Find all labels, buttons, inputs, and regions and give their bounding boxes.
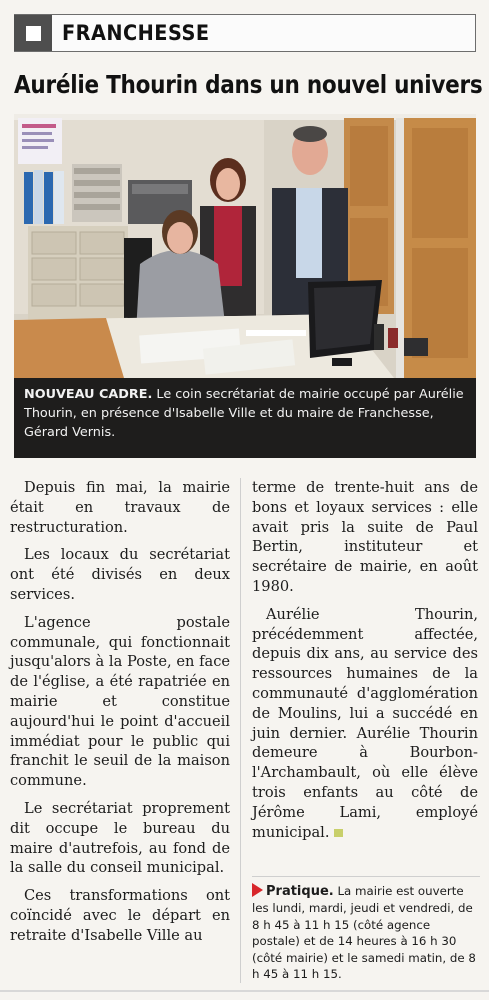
arrow-right-icon (252, 883, 263, 897)
column-divider (240, 478, 241, 983)
paragraph: L'agence postale communale, qui fonctionnait jusqu'alors à la Poste, en face de l'église, a été rapatriée en mairie et constitue aujourd'hui le point d'accueil immédiat pour le public qui franchit le seuil de la maison commune. (10, 613, 230, 790)
info-text: La mairie est ouverte les lundi, mardi, jeudi et vendredi, de 8 h 45 à 11 h 15 (côté agence postale) et de 14 heures à 16 h 30 (côté mairie) et le samedi matin, de 8 h 45 à 11 h 15. (252, 884, 476, 982)
square-icon (26, 26, 41, 41)
paragraph-last (252, 605, 478, 843)
article-column-1 (10, 478, 230, 954)
article-photo (14, 114, 476, 378)
article-column-2 (252, 478, 478, 850)
section-header (14, 14, 476, 52)
section-label: FRANCHESSE (62, 21, 210, 45)
page-bottom-rule (0, 990, 489, 992)
paragraph: Le secrétariat proprement dit occupe le bureau du maire d'autrefois, au fond de la salle du conseil municipal. (10, 799, 230, 877)
caption-lead: NOUVEAU CADRE. (24, 387, 153, 402)
caption-text: Le coin secrétariat de mairie occupé par Aurélie Thourin, en présence d'Isabelle Ville et du maire de Franchesse, Gérard Vernis. (24, 387, 464, 440)
photo-caption (14, 378, 476, 458)
paragraph: Les locaux du secrétariat ont été divisés en deux services. (10, 546, 230, 603)
paragraph-continued: terme de trente-huit ans de bons et loyaux services : elle avait pris la suite de Paul Bertin, instituteur et secrétaire de mairie, en août 1980. (252, 479, 478, 595)
end-of-article-icon (334, 829, 343, 837)
paragraph: Ces transformations ont coïncidé avec le départ en retraite d'Isabelle Ville au (10, 887, 230, 944)
info-title: Pratique. (266, 884, 334, 899)
paragraph-text: Aurélie Thourin, précédemment affectée, depuis dix ans, au service des ressources humaines de la communauté d'agglomération de Moulins, lui a succédé en juin dernier. Aurélie Thourin demeure à Bourbon-l'Archambault, où elle élève trois enfants au côté de Jérôme Lami, employé municipal. (252, 605, 478, 841)
article-headline: Aurélie Thourin dans un nouvel univers (14, 70, 483, 99)
practical-info-box (252, 876, 480, 982)
section-marker (14, 15, 52, 51)
paragraph: Depuis fin mai, la mairie était en travaux de restructuration. (10, 479, 230, 536)
